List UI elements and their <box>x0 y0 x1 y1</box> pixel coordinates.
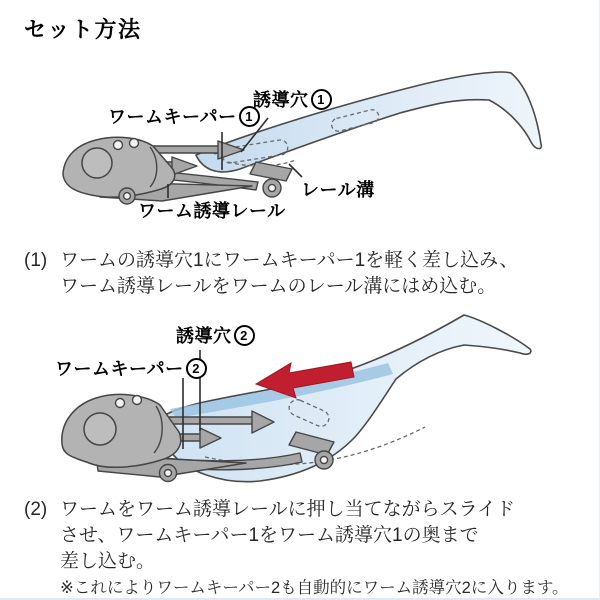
step-2-text <box>60 497 596 600</box>
label-worm-guide-rail-text: ワーム誘導レール <box>138 201 286 221</box>
label-rail-groove <box>301 176 375 202</box>
step-2-line-2: させ、ワームキーパー1をワーム誘導穴1の奥まで <box>60 525 479 546</box>
label-guide-hole-2-text: 誘導穴 <box>176 326 232 346</box>
label-worm-keeper-2-text: ワームキーパー <box>55 359 184 379</box>
figure-step2 <box>0 305 600 515</box>
page-title: セット方法 <box>24 17 142 42</box>
jighead-eye <box>82 148 112 178</box>
line-eyelet <box>114 141 123 150</box>
label-worm-guide-rail <box>138 197 286 223</box>
label-guide-hole-1 <box>253 86 332 112</box>
step-2-note: ※これによりワームキーパー2も自動的にワーム誘導穴2に入ります。 <box>60 579 569 597</box>
line-eyelet <box>133 396 142 405</box>
label-worm-keeper-1-text: ワームキーパー <box>108 107 237 127</box>
figure-step1 <box>0 58 600 248</box>
step-1-text <box>60 248 590 300</box>
step-1-number: (1) <box>24 250 48 271</box>
label-guide-hole-1-text: 誘導穴 <box>253 90 309 110</box>
circled-number-1: 1 <box>239 106 260 127</box>
circled-number-2: 2 <box>186 358 207 379</box>
label-worm-keeper-1 <box>108 103 260 129</box>
instruction-step-2 <box>24 497 596 600</box>
step-2-line-1: ワームをワーム誘導レールに押し当てながらスライド <box>60 499 516 520</box>
circled-number-1: 1 <box>311 89 332 110</box>
jighead-eye <box>84 413 116 445</box>
label-worm-keeper-2 <box>55 355 207 381</box>
jighead-worm-assembly-illustration <box>0 305 600 515</box>
label-rail-groove-text: レール溝 <box>301 180 375 200</box>
label-guide-hole-2 <box>176 322 255 348</box>
instruction-step-1 <box>24 248 590 300</box>
line-eyelet <box>130 139 139 148</box>
circled-number-2: 2 <box>234 325 255 346</box>
line-eyelet <box>116 399 125 408</box>
step-1-line-2: ワーム誘導レールをワームのレール溝にはめ込む。 <box>60 276 497 297</box>
step-1-line-1: ワームの誘導穴1にワームキーパー1を軽く差し込み、 <box>60 250 519 271</box>
step-2-line-3: 差し込む。 <box>60 551 156 572</box>
step-2-number: (2) <box>24 499 48 520</box>
